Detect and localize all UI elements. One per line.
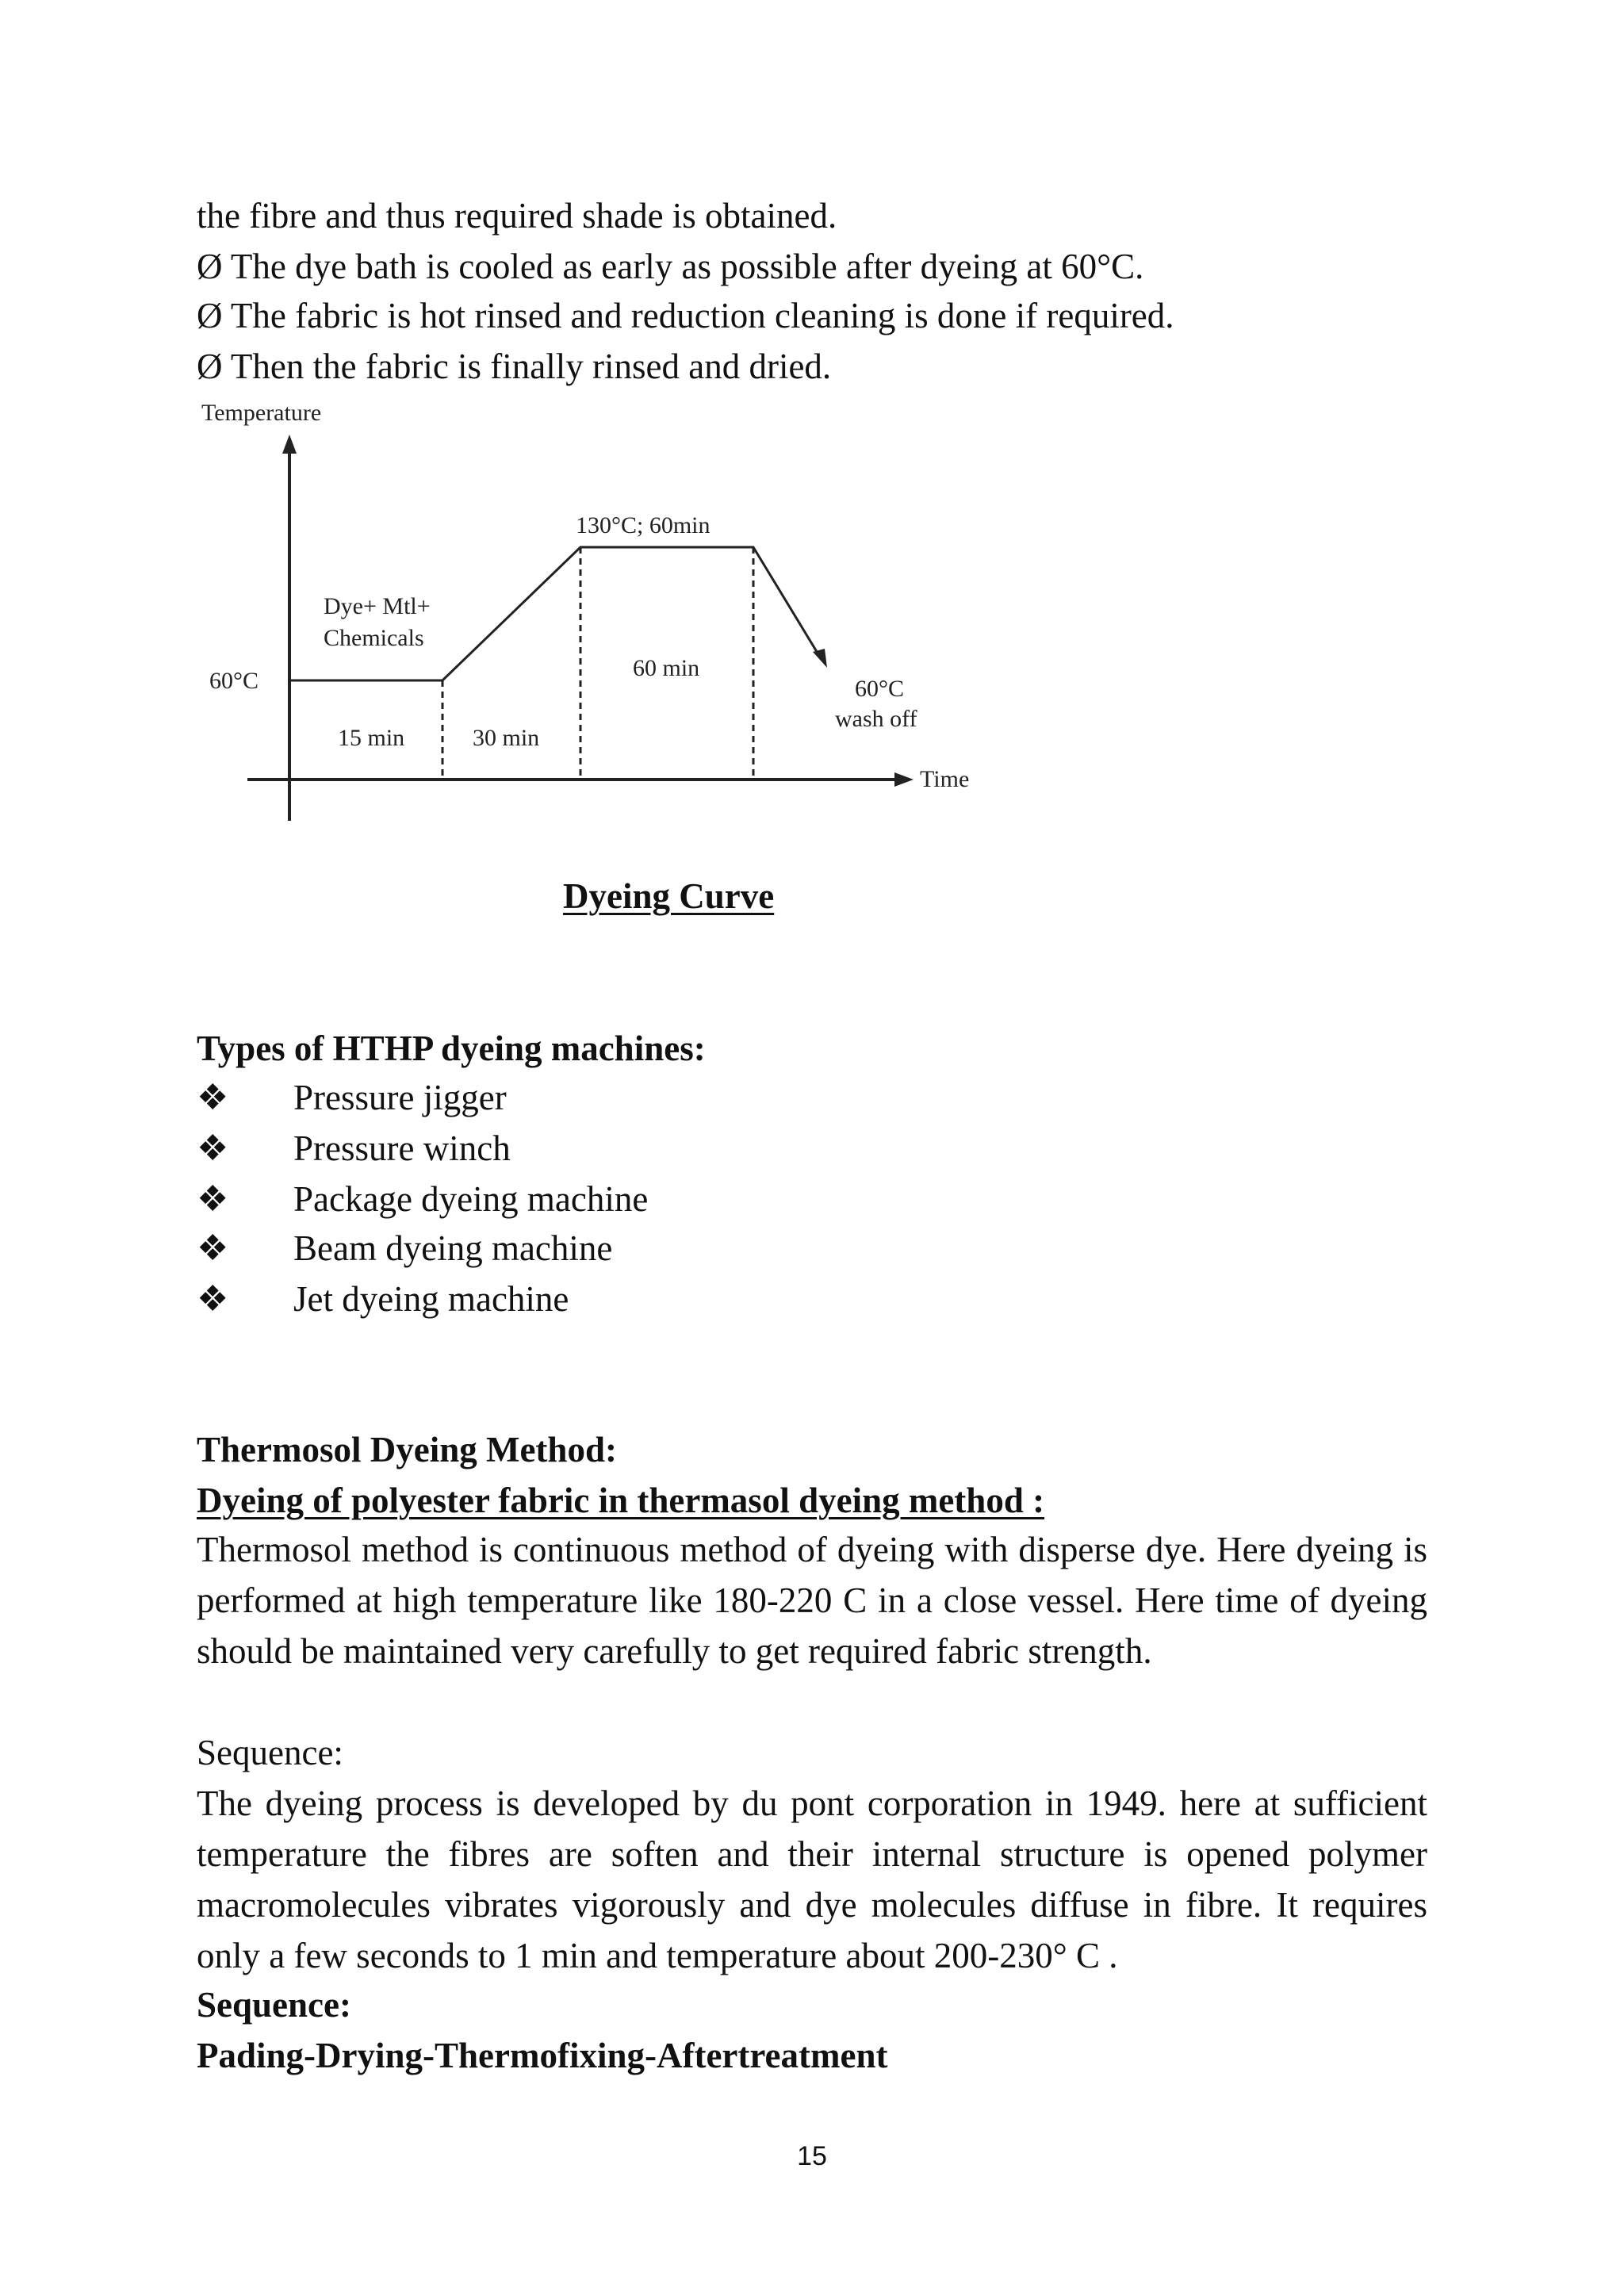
- dyeing-curve-diagram: [190, 397, 1007, 841]
- list-item: [197, 1072, 507, 1123]
- segment-60min-label: 60 min: [633, 655, 700, 681]
- list-item: [197, 1174, 648, 1224]
- bullet-icon: ❖: [197, 1279, 229, 1319]
- list-item-text: Beam dyeing machine: [293, 1228, 613, 1268]
- thermosol-heading: Thermosol Dyeing Method:: [197, 1430, 617, 1469]
- list-item: [197, 1223, 612, 1274]
- list-item-text: Jet dyeing machine: [293, 1279, 569, 1319]
- hthp-heading: Types of HTHP dyeing machines:: [197, 1029, 706, 1068]
- bullet-icon: ❖: [197, 1128, 229, 1168]
- bullet-icon: ❖: [197, 1179, 229, 1219]
- thermosol-paragraph-2: The dyeing process is developed by du pont corporation in 1949. here at sufficient temperature the fibres are soften and their internal structure is opened polymer macromolecules vibrates vigorously and dye molecules diffuse in fibre. It requires only a few seconds to 1 min and temperature about 200-230° C .: [197, 1784, 1427, 1975]
- end-temp-label: 60°C: [855, 676, 905, 702]
- list-item-text: Package dyeing machine: [293, 1179, 649, 1219]
- text-line-4: Ø Then the fabric is finally rinsed and dried.: [197, 347, 832, 386]
- start-temp-label: 60°C: [209, 668, 259, 694]
- peak-label: 130°C; 60min: [576, 512, 710, 538]
- y-axis-label: Temperature: [201, 400, 322, 426]
- sequence-label: Sequence:: [197, 1733, 343, 1772]
- thermosol-paragraph-1: Thermosol method is continuous method of dyeing with disperse dye. Here dyeing is performed at high temperature like 180-220 C in a close vessel. Here time of dyeing should be maintained very carefully to get required fabric strength.: [197, 1530, 1427, 1671]
- list-item: [197, 1123, 511, 1174]
- sequence-steps: Pading-Drying-Thermofixing-Aftertreatment: [197, 2036, 888, 2075]
- bullet-icon: ❖: [197, 1078, 229, 1117]
- x-axis-arrow: [894, 772, 914, 787]
- list-item-text: Pressure winch: [293, 1128, 511, 1168]
- wash-off-label: wash off: [835, 706, 917, 732]
- segment-30min-label: 30 min: [473, 725, 540, 751]
- curve-arrow-head: [813, 649, 827, 668]
- list-item: [197, 1274, 569, 1324]
- text-line-2: Ø The dye bath is cooled as early as possible after dyeing at 60°C.: [197, 247, 1144, 286]
- figure-caption: Dyeing Curve: [563, 876, 775, 916]
- sequence-heading: Sequence:: [197, 1985, 351, 2025]
- additions-label-1: Dye+ Mtl+: [324, 593, 431, 619]
- page-number: 15: [797, 2141, 827, 2171]
- text-line-3: Ø The fabric is hot rinsed and reduction cleaning is done if required.: [197, 296, 1174, 335]
- text-line-1: the fibre and thus required shade is obtained.: [197, 196, 837, 236]
- y-axis-arrow: [282, 435, 297, 454]
- thermosol-subheading: Dyeing of polyester fabric in thermasol dyeing method :: [197, 1481, 1045, 1520]
- x-axis-label: Time: [920, 766, 970, 792]
- bullet-icon: ❖: [197, 1228, 229, 1268]
- list-item-text: Pressure jigger: [293, 1078, 507, 1117]
- segment-15min-label: 15 min: [338, 725, 405, 751]
- additions-label-2: Chemicals: [324, 625, 424, 651]
